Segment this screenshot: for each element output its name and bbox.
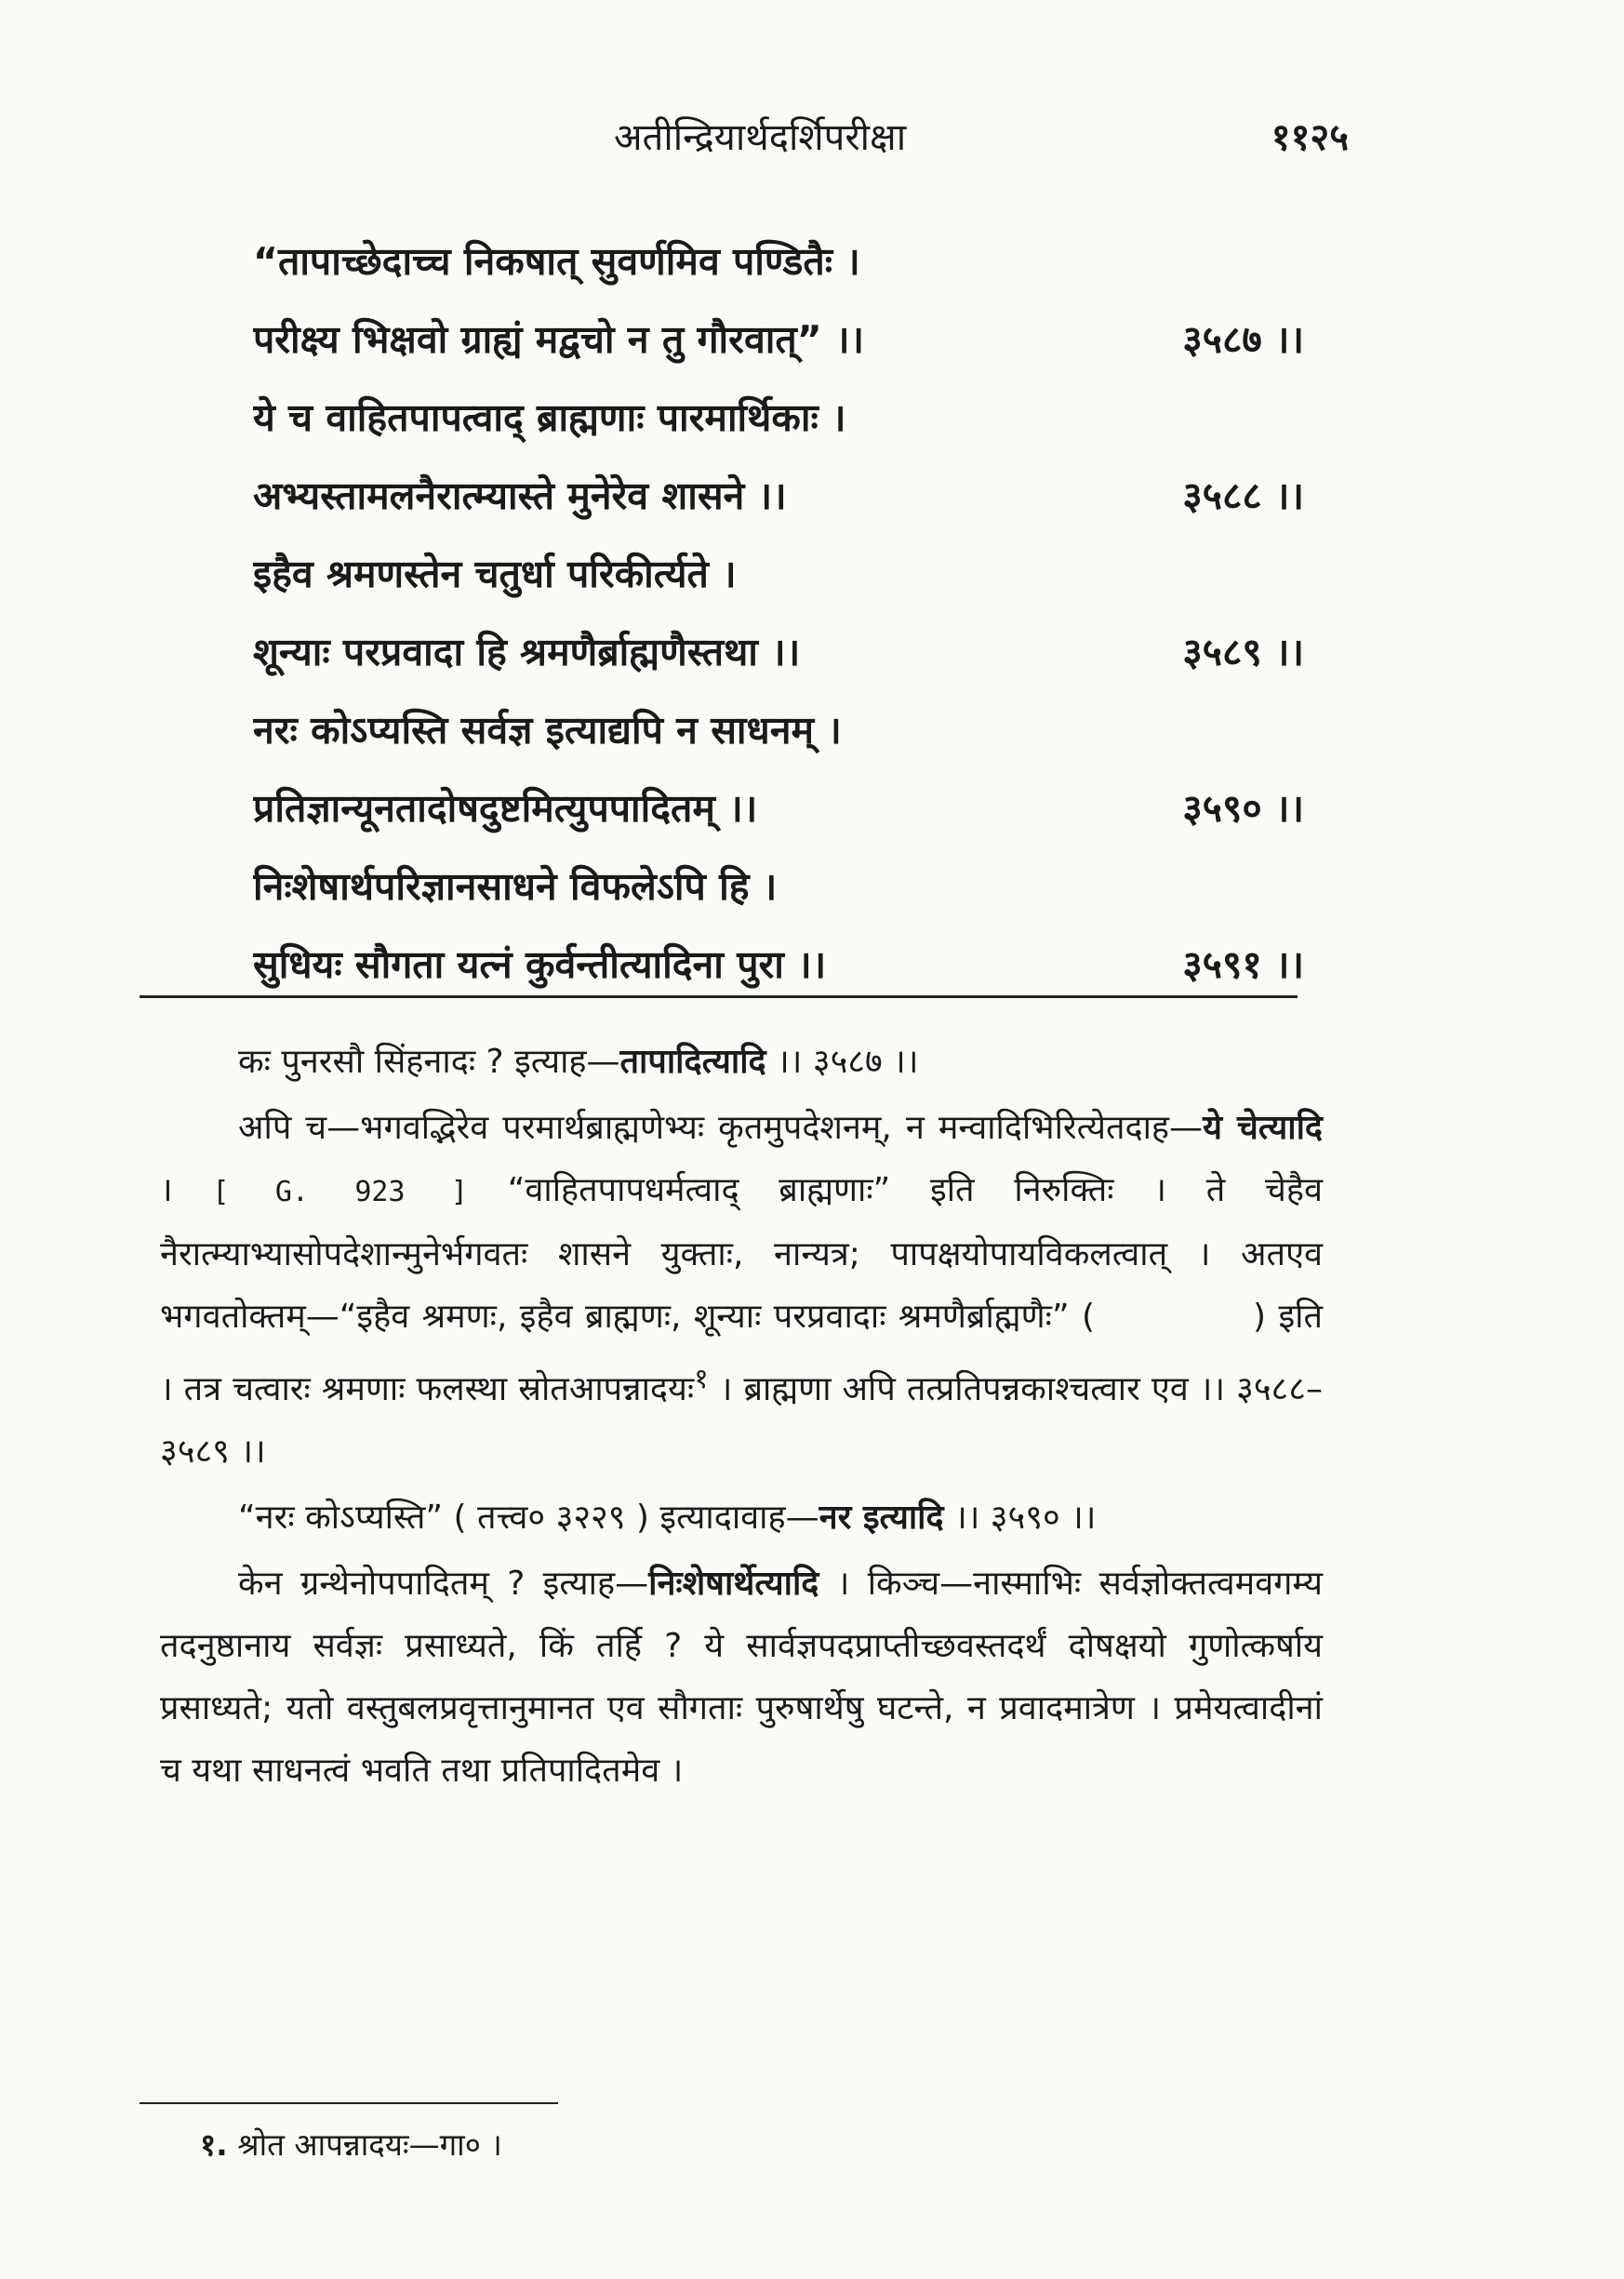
- commentary-paragraph: [160, 1486, 1323, 1549]
- commentary-text: । ब्राह्मणा अपि तत्प्रतिपन्नकाश्चत्वार एव ।। ३५८८–३५८९ ।।: [160, 1370, 1323, 1471]
- footnote: [200, 2123, 502, 2165]
- commentary-paragraph: [160, 1031, 1323, 1093]
- commentary-text: कः पुनरसौ सिंहनादः ? इत्याह—: [238, 1043, 620, 1081]
- verse-text: परीक्ष्य भिक्षवो ग्राह्यं मद्वचो न तु गौरवात्” ।।: [253, 317, 865, 362]
- verse-line: [253, 781, 1304, 860]
- verse-text: निःशेषार्थपरिज्ञानसाधने विफलेऽपि हि ।: [253, 864, 778, 909]
- verse-line: [253, 625, 1304, 703]
- running-title: अतीन्द्रियार्थदर्शिपरीक्षा: [614, 116, 907, 159]
- verse-number: ३५९० ।।: [1182, 786, 1304, 831]
- lemma: नर इत्यादि: [819, 1499, 944, 1537]
- footnote-divider: [140, 2102, 558, 2104]
- footnote-ref[interactable]: १: [694, 1363, 709, 1395]
- verse-text: “तापाच्छेदाच्च निकषात् सुवर्णमिव पण्डितैः ।: [253, 239, 860, 284]
- page-number: ११२५: [1271, 116, 1349, 159]
- verse-text: अभ्यस्तामलनैरात्म्यास्ते मुनेरेव शासने ।।: [253, 473, 787, 518]
- commentary-text: “वाहितपापधर्मत्वाद् ब्राह्मणाः” इति निरुक्तिः । ते चेहैव नैरात्म्याभ्यासोपदेशान्मुनेर्भगवतः शासने युक्ताः, नान्यत्र; पापक्षयोपायविकलत्वात् । अतएव भगवतोक्तम्—“इहैव श्रमणः, इहैव ब्राह्मणः, शून्याः परप्रवादाः श्रमणैर्ब्राह्मणैः” (: [160, 1171, 1323, 1336]
- verse-line: [253, 313, 1304, 391]
- verse-number: ३५८९ ।।: [1182, 630, 1304, 674]
- edition-reference: [ G. 923 ]: [212, 1176, 468, 1208]
- commentary-text: “नरः कोऽप्यस्ति” ( तत्त्व० ३२२९ ) इत्यादावाह—: [238, 1499, 819, 1537]
- verse-block: [253, 234, 1304, 1016]
- commentary-block: [160, 1031, 1323, 1806]
- verse-text: सुधियः सौगता यत्नं कुर्वन्तीत्यादिना पुरा ।।: [253, 942, 827, 987]
- verse-line: [253, 469, 1304, 547]
- commentary-text: ।: [160, 1171, 213, 1209]
- commentary-text: अपि च—भगवद्भिरेव परमार्थब्राह्मणेभ्यः कृतमुपदेशनम्, न मन्वादिभिरित्येतदाह—: [238, 1109, 1204, 1147]
- commentary-paragraph: [160, 1553, 1323, 1802]
- verse-line: [253, 234, 1304, 313]
- commentary-text: केन ग्रन्थेनोपपादितम् ? इत्याह—: [238, 1565, 649, 1603]
- verse-text: ये च वाहितपापत्वाद् ब्राह्मणाः पारमार्थिकाः ।: [253, 395, 846, 440]
- lemma: तापादित्यादि: [619, 1043, 766, 1081]
- commentary-text: । किञ्च—नास्माभिः सर्वज्ञोक्तत्वमवगम्य तदनुष्ठानाय सर्वज्ञः प्रसाध्यते, किं तर्हि ? ये सार्वज्ञपदप्राप्तीच्छवस्तदर्थं दोषक्षयो गुणोत्कर्षाय प्रसाध्यते; यतो वस्तुबलप्रवृत्तानुमानत एव सौगताः पुरुषार्थेषु घटन्ते, न प्रवादमात्रेण । प्रमेयत्वादीनां च यथा साधनत्वं भवति तथा प्रतिपादितमेव ।: [160, 1565, 1324, 1790]
- commentary-paragraph: [160, 1097, 1323, 1483]
- verse-text: प्रतिज्ञान्यूनतादोषदुष्टमित्युपपादितम् ।।: [253, 786, 758, 831]
- lemma: ये चेत्यादि: [1203, 1109, 1324, 1147]
- verse-line: [253, 547, 1304, 625]
- footnote-text: श्रोत आपन्नादयः—गा० ।: [237, 2126, 502, 2163]
- verse-text: इहैव श्रमणस्तेन चतुर्धा परिकीर्त्यते ।: [253, 552, 737, 596]
- running-header: [140, 110, 1349, 175]
- verse-text: नरः कोऽप्यस्ति सर्वज्ञ इत्याद्यपि न साधनम् ।: [253, 708, 842, 753]
- verse-line: [253, 938, 1304, 1016]
- commentary-text: ।। ३५८७ ।।: [765, 1043, 919, 1081]
- footnote-number: १.: [200, 2126, 228, 2163]
- commentary-text: ) इति । तत्र चत्वारः श्रमणाः फलस्था स्रोतआपन्नादयः: [160, 1298, 1323, 1408]
- verse-line: [253, 703, 1304, 781]
- commentary-text: ।। ३५९० ।।: [943, 1499, 1097, 1537]
- lemma: निःशेषार्थेत्यादि: [648, 1565, 819, 1603]
- verse-number: ३५९१ ।।: [1182, 942, 1304, 987]
- verse-line: [253, 860, 1304, 938]
- verse-text: शून्याः परप्रवादा हि श्रमणैर्ब्राह्मणैस्तथा ।।: [253, 630, 801, 674]
- verse-number: ३५८७ ।।: [1182, 317, 1304, 362]
- verse-line: [253, 391, 1304, 469]
- verse-number: ३५८८ ।।: [1182, 473, 1304, 518]
- section-divider: [140, 995, 1298, 998]
